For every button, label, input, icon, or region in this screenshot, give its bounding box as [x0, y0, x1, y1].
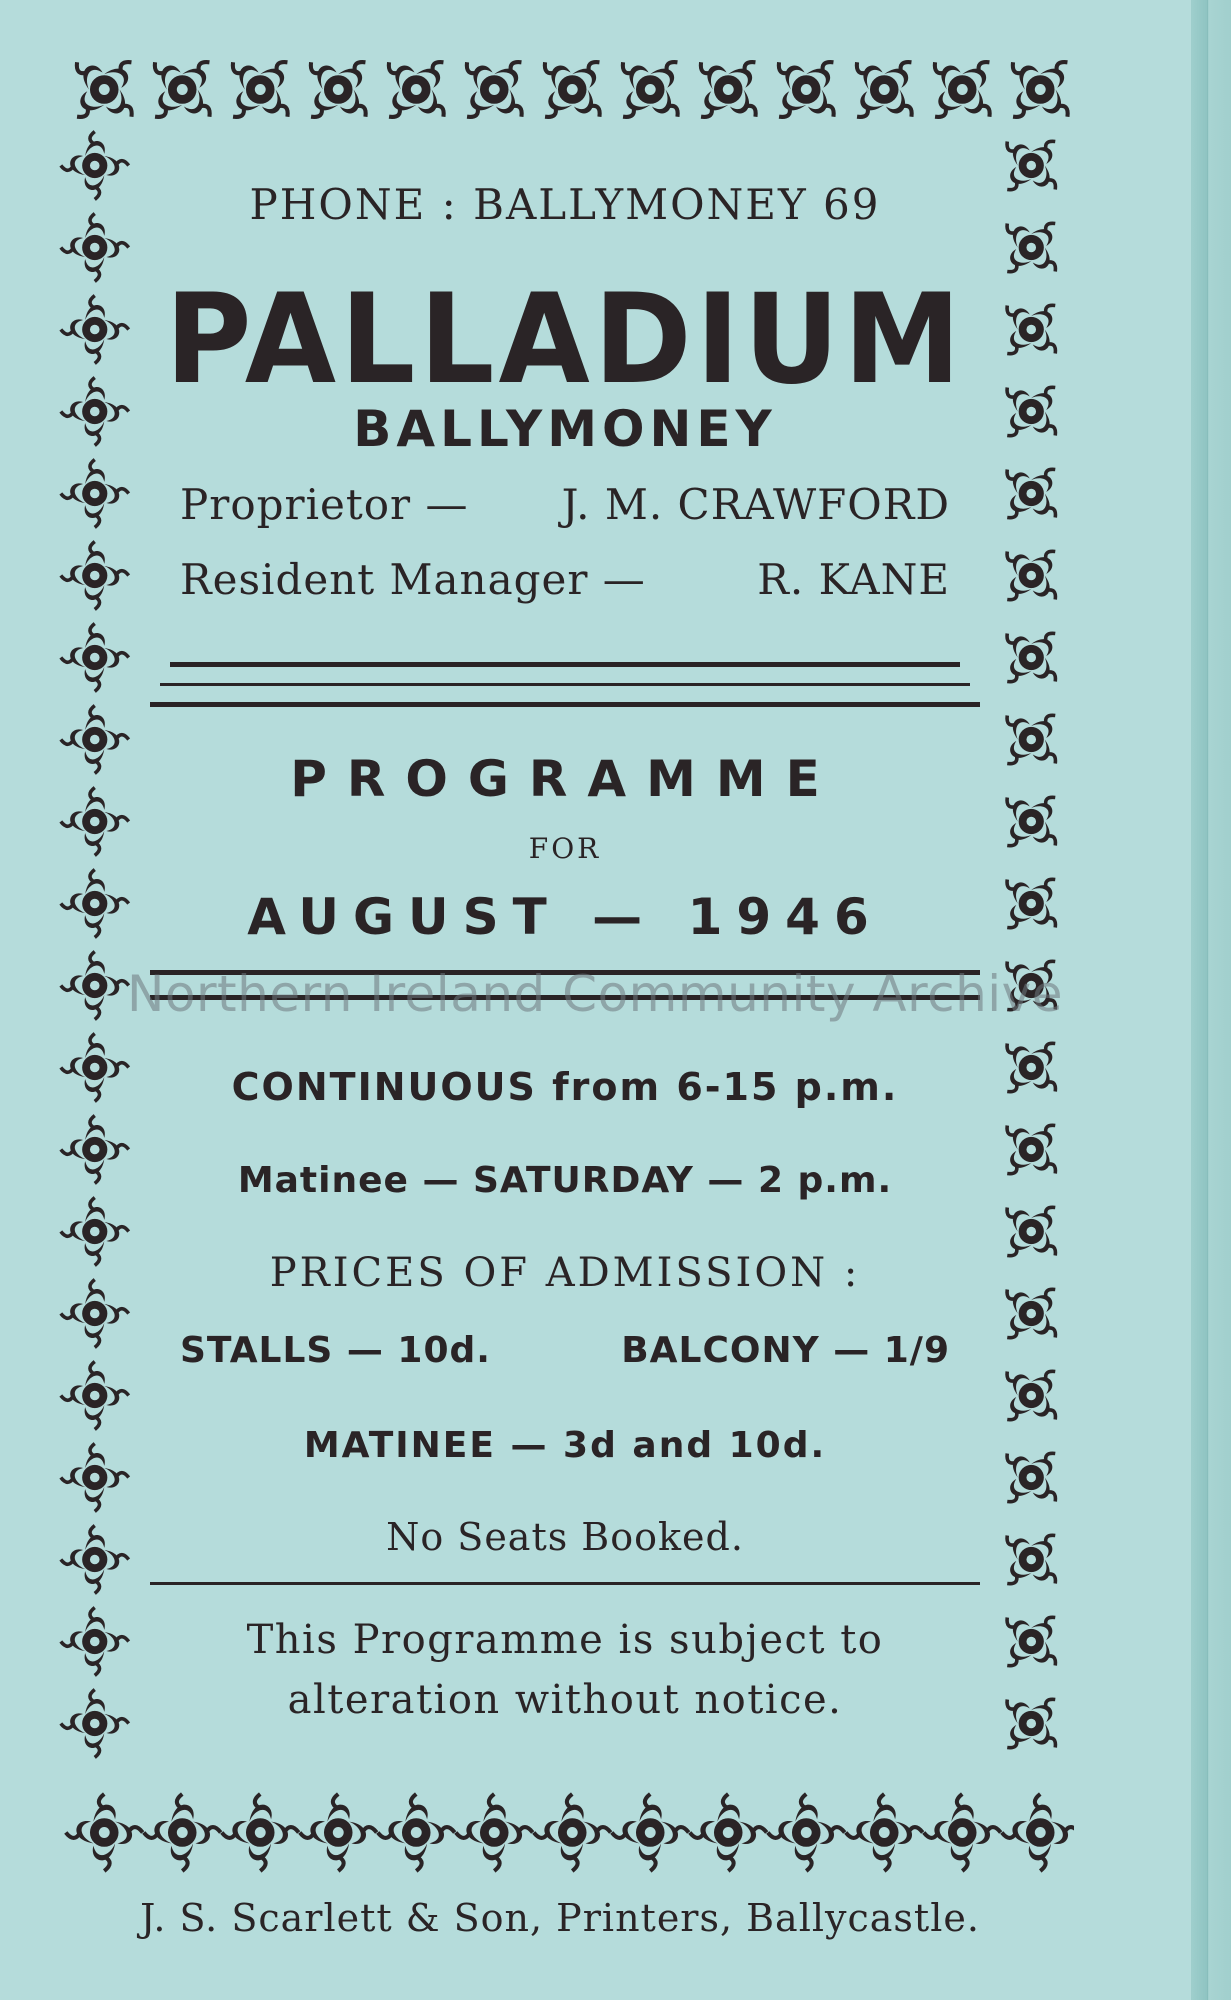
- border-ornament: [1007, 1617, 1055, 1665]
- proprietor-line: [180, 480, 950, 529]
- border-ornament: [61, 869, 129, 937]
- border-ornament: [61, 1361, 129, 1429]
- page-edge: [1191, 0, 1231, 2000]
- border-ornament: [545, 62, 600, 117]
- border-ornament: [61, 1525, 129, 1593]
- border-ornament: [61, 787, 129, 855]
- border-ornament: [61, 705, 129, 773]
- border-ornament: [1007, 387, 1055, 435]
- border-ornament: [1007, 797, 1055, 845]
- continuous-times: CONTINUOUS from 6-15 p.m.: [231, 1065, 899, 1109]
- programme-for: FOR: [528, 832, 602, 865]
- border-ornament: [611, 1794, 689, 1872]
- cinema-title: PALLADIUM: [165, 266, 965, 412]
- border-ornament: [1007, 141, 1055, 189]
- border-ornament: [61, 295, 129, 363]
- stalls-price: STALLS — 10d.: [180, 1330, 491, 1371]
- cinema-town: BALLYMONEY: [353, 400, 777, 458]
- border-ornament: [61, 213, 129, 281]
- prices-row: [180, 1330, 950, 1371]
- divider-rule: [160, 683, 970, 686]
- manager-label: Resident Manager —: [180, 555, 646, 604]
- prices-heading: PRICES OF ADMISSION :: [269, 1250, 861, 1296]
- border-ornament: [623, 62, 678, 117]
- border-ornament: [61, 377, 129, 445]
- border-ornament: [923, 1794, 1001, 1872]
- border-ornament: [1007, 1125, 1055, 1173]
- proprietor-label: Proprietor —: [180, 480, 469, 529]
- border-ornament: [1007, 633, 1055, 681]
- manager-line: [180, 555, 950, 604]
- border-ornament: [1007, 551, 1055, 599]
- border-ornament: [1007, 1535, 1055, 1583]
- border-ornament: [533, 1794, 611, 1872]
- border-ornament: [61, 459, 129, 527]
- border-ornament: [455, 1794, 533, 1872]
- border-ornament: [61, 623, 129, 691]
- border-ornament: [61, 541, 129, 609]
- border-ornament: [1007, 1453, 1055, 1501]
- border-ornament: [935, 62, 990, 117]
- border-ornament: [61, 1607, 129, 1675]
- phone-number: PHONE : BALLYMONEY 69: [249, 180, 881, 229]
- border-ornament: [299, 1794, 377, 1872]
- divider-rule: [150, 1582, 980, 1585]
- balcony-price: BALCONY — 1/9: [621, 1330, 950, 1371]
- border-ornament: [61, 1279, 129, 1347]
- programme-month: AUGUST — 1946: [247, 888, 883, 946]
- border-ornament: [1007, 1043, 1055, 1091]
- border-ornament: [1007, 879, 1055, 927]
- border-ornament: [61, 1689, 129, 1757]
- border-ornament: [61, 1443, 129, 1511]
- border-ornament: [1001, 1794, 1074, 1872]
- proprietor-name: J. M. CRAWFORD: [561, 480, 950, 529]
- matinee-times: Matinee — SATURDAY — 2 p.m.: [237, 1160, 893, 1201]
- alteration-notice: This Programme is subject to alteration without notice.: [246, 1617, 884, 1723]
- printer-credit: J. S. Scarlett & Son, Printers, Ballycastle.: [140, 1896, 980, 1940]
- border-ornament: [467, 62, 522, 117]
- border-ornament: [1007, 1371, 1055, 1419]
- border-ornament: [1007, 469, 1055, 517]
- border-ornament: [221, 1794, 299, 1872]
- border-ornament: [1013, 62, 1068, 117]
- border-ornament: [233, 62, 288, 117]
- border-ornament: [65, 1794, 143, 1872]
- border-ornament: [1007, 715, 1055, 763]
- divider-rule: [150, 702, 980, 707]
- border-ornament: [389, 62, 444, 117]
- border-ornament: [61, 1115, 129, 1183]
- border-ornament: [779, 62, 834, 117]
- border-ornament: [143, 1794, 221, 1872]
- border-ornament: [61, 131, 129, 199]
- border-ornament: [1007, 1207, 1055, 1255]
- border-ornament: [61, 1197, 129, 1265]
- border-ornament: [845, 1794, 923, 1872]
- border-ornament: [1007, 1289, 1055, 1337]
- border-ornament: [1007, 305, 1055, 353]
- border-ornament: [155, 62, 210, 117]
- archive-watermark: Northern Ireland Community Archive: [126, 965, 1064, 1023]
- divider-rule: [170, 662, 960, 667]
- border-ornament: [61, 1033, 129, 1101]
- border-ornament: [767, 1794, 845, 1872]
- border-ornament: [701, 62, 756, 117]
- no-seats-notice: No Seats Booked.: [386, 1515, 744, 1559]
- border-ornament: [77, 62, 132, 117]
- border-ornament: [1007, 1699, 1055, 1747]
- border-ornament: [311, 62, 366, 117]
- border-ornament: [689, 1794, 767, 1872]
- border-ornament: [857, 62, 912, 117]
- border-ornament: [1007, 223, 1055, 271]
- border-ornament: [377, 1794, 455, 1872]
- matinee-price: MATINEE — 3d and 10d.: [303, 1425, 827, 1466]
- programme-heading: PROGRAMME: [290, 750, 840, 808]
- manager-name: R. KANE: [757, 555, 950, 604]
